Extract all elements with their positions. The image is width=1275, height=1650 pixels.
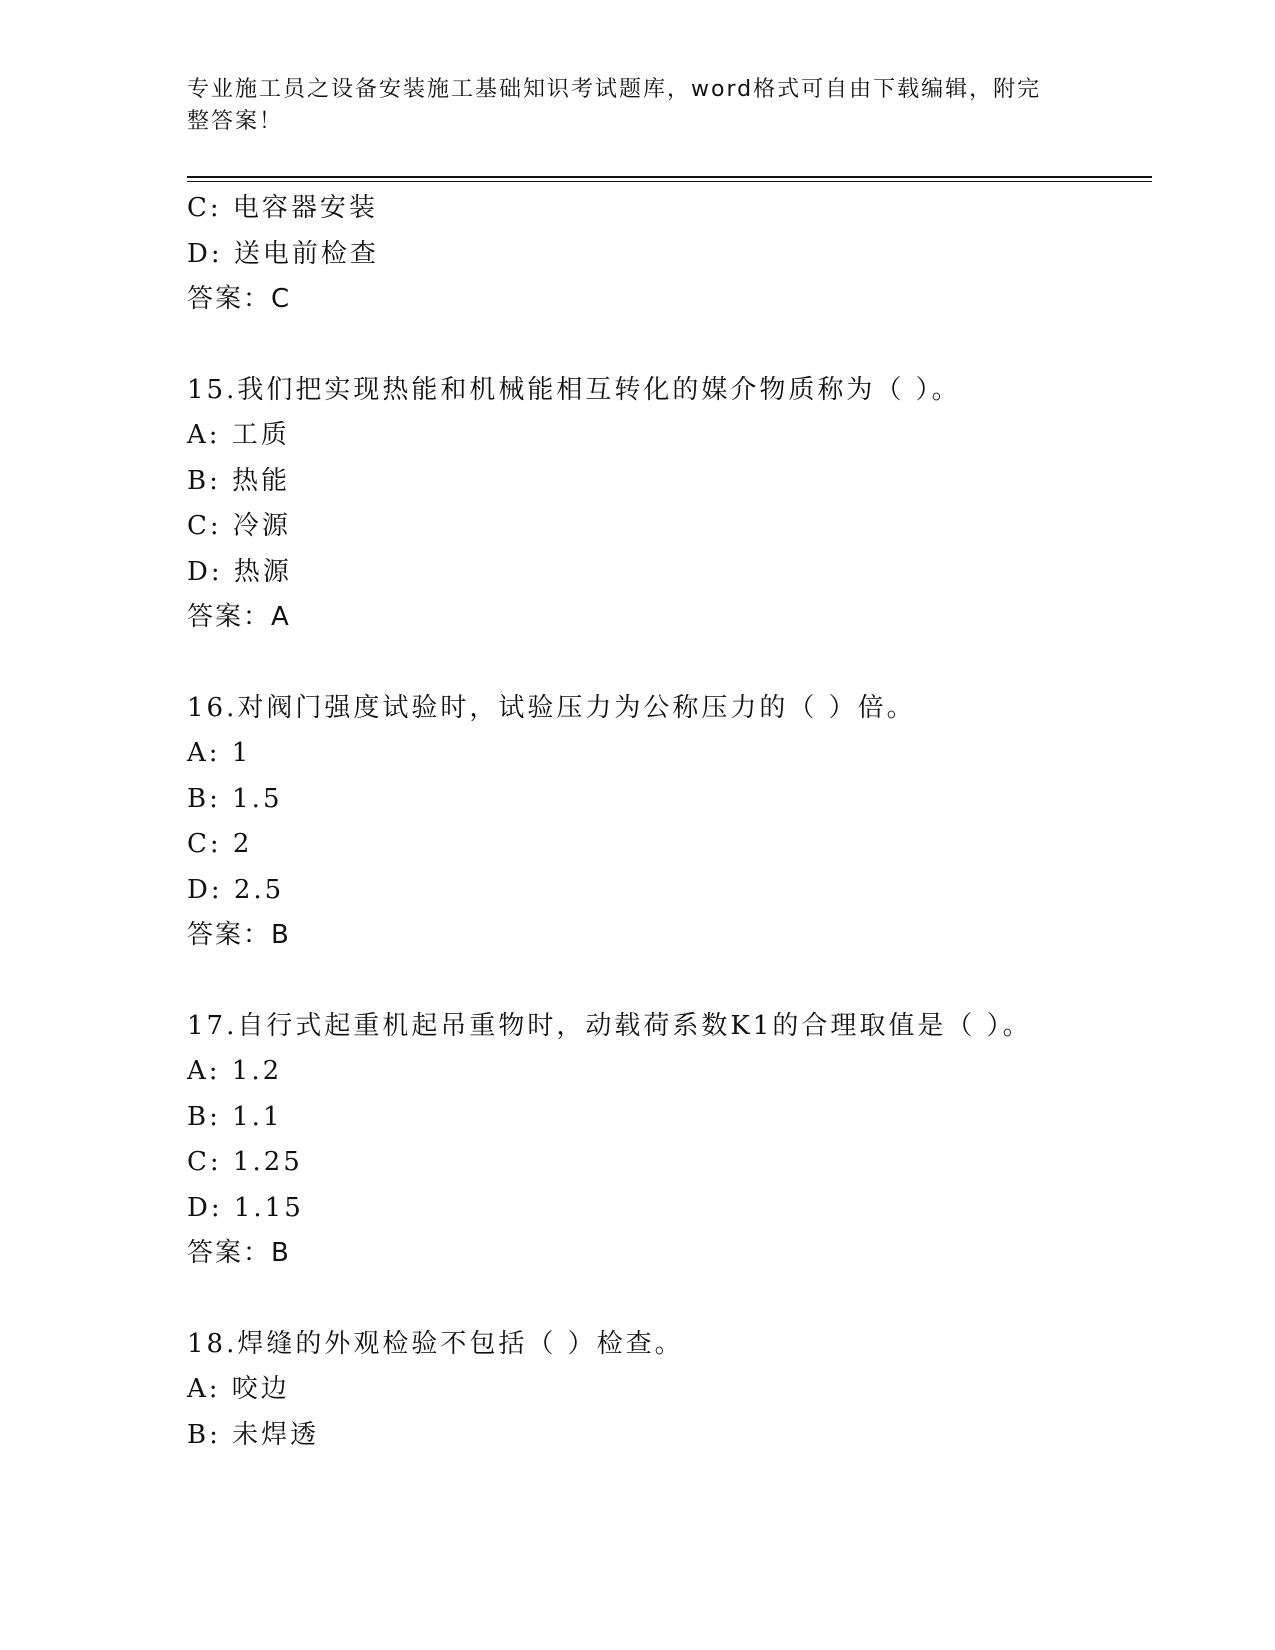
option-a: A: 1 <box>187 738 252 768</box>
option-c: C: 2 <box>187 829 253 859</box>
question-stem: 17.自行式起重机起吊重物时，动载荷系数K1的合理取值是（ ）。 <box>187 1010 1032 1041</box>
question-list <box>187 186 1152 1458</box>
option-c: C: 冷源 <box>187 511 291 541</box>
header-divider-thin <box>187 181 1152 182</box>
answer-line: 答案：C <box>187 284 292 314</box>
option-a: A: 咬边 <box>187 1374 290 1404</box>
answer-line: 答案：A <box>187 602 291 632</box>
question-15 <box>187 368 1152 641</box>
option-d: D: 1.15 <box>187 1192 304 1223</box>
question-stem: 16.对阀门强度试验时，试验压力为公称压力的（ ）倍。 <box>187 692 916 723</box>
question-17 <box>187 1004 1152 1277</box>
header-line-1: 专业施工员之设备安装施工基础知识考试题库，word格式可自由下载编辑，附完 <box>187 77 1042 102</box>
header-line-2: 整答案！ <box>187 109 284 134</box>
option-b: B: 1.5 <box>187 783 283 814</box>
option-b: B: 未焊透 <box>187 1419 320 1450</box>
option-c: C: 电容器安装 <box>187 193 378 223</box>
header-divider-thick <box>187 176 1152 178</box>
option-b: B: 1.1 <box>187 1101 283 1132</box>
question-16 <box>187 686 1152 959</box>
question-spacer <box>187 959 1152 1004</box>
option-a: A: 1.2 <box>187 1056 283 1086</box>
answer-line: 答案：B <box>187 920 291 950</box>
option-c: C: 1.25 <box>187 1147 303 1177</box>
question-spacer <box>187 641 1152 686</box>
answer-line: 答案：B <box>187 1238 291 1268</box>
question-fragment <box>187 186 1152 323</box>
question-spacer <box>187 323 1152 368</box>
option-d: D: 热源 <box>187 556 292 587</box>
document-header <box>187 74 1087 138</box>
question-stem: 15.我们把实现热能和机械能相互转化的媒介物质称为（ ）。 <box>187 374 961 405</box>
option-d: D: 2.5 <box>187 874 285 905</box>
question-stem: 18.焊缝的外观检验不包括（ ）检查。 <box>187 1328 684 1359</box>
option-d: D: 送电前检查 <box>187 238 379 269</box>
option-b: B: 热能 <box>187 465 291 496</box>
option-a: A: 工质 <box>187 420 290 450</box>
question-spacer <box>187 1277 1152 1322</box>
question-18 <box>187 1322 1152 1459</box>
